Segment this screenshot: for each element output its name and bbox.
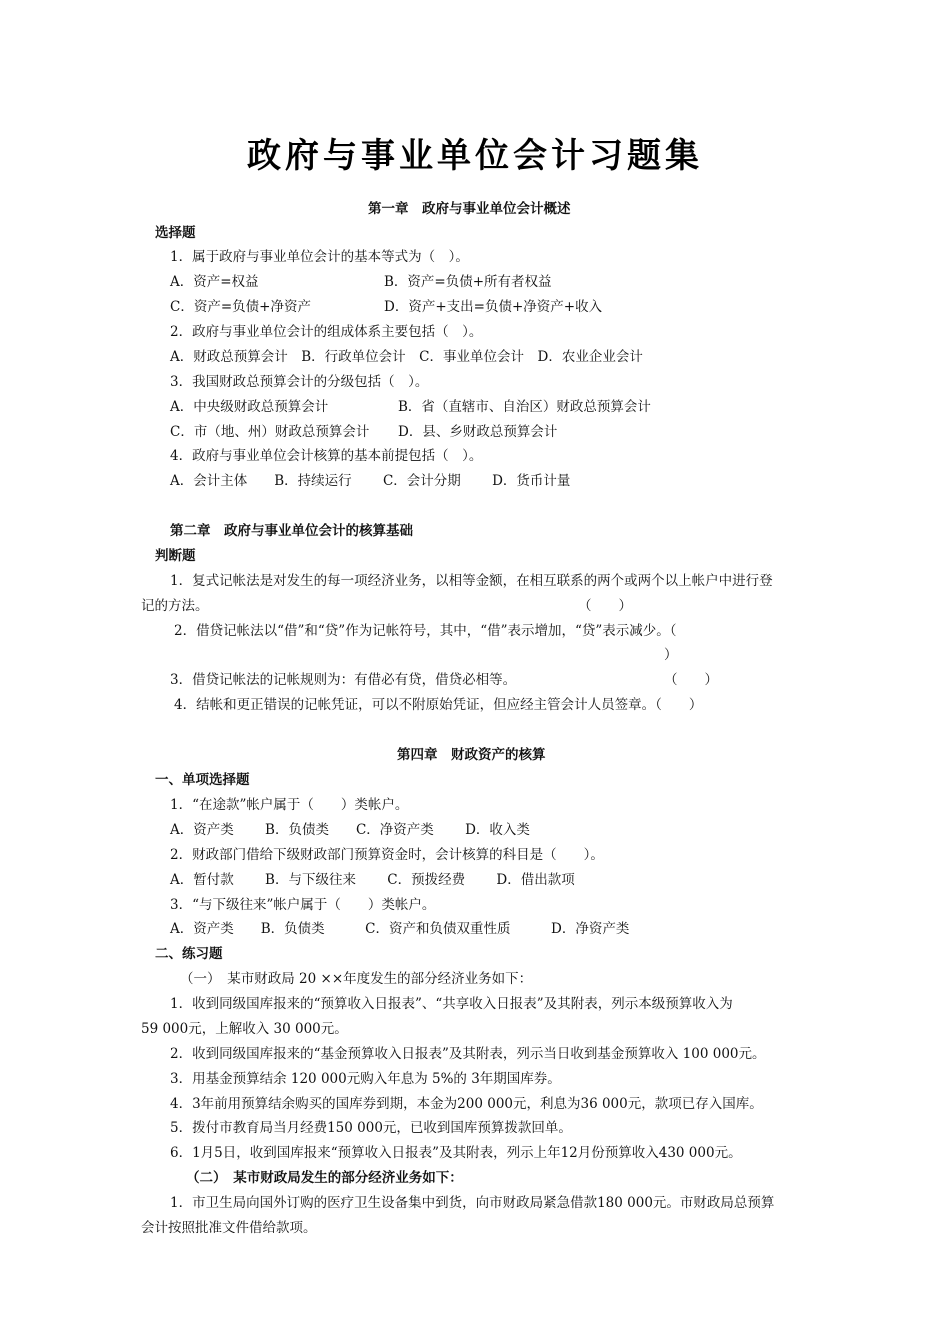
ch4-single-1: 1．“在途款”帐户属于（ ）类帐户。 [170, 797, 409, 813]
ch1-q3-option-d: D．县、乡财政总预算会计 [398, 424, 558, 440]
ch2-judgment-4: 4．结帐和更正错误的记帐凭证，可以不附原始凭证，但应经主管会计人员签章。（ ） [174, 697, 703, 713]
ch2-judgment-1-line-2: 记的方法。 [141, 598, 209, 614]
document-title: 政府与事业单位会计习题集 [247, 136, 703, 176]
ch4-practice-1-item-5: 5．拨付市教育局当月经费150 000元，已收到国库预算拨款回单。 [170, 1120, 572, 1136]
ch4-practice-1-intro: （一） 某市财政局 20 ××年度发生的部分经济业务如下： [180, 971, 533, 987]
chapter-4-section-1: 一、单项选择题 [155, 772, 250, 788]
ch2-judgment-3-answer-blank: （ ） [664, 672, 718, 688]
ch4-practice-1-item-1-line-1: 1．收到同级国库报来的“预算收入日报表”、“共享收入日报表”及其附表，列示本级预算收入为 [170, 996, 733, 1012]
chapter-2-section: 判断题 [155, 548, 196, 564]
ch1-question-4: 4．政府与事业单位会计核算的基本前提包括（ ）。 [170, 448, 483, 464]
ch1-q3-option-c: C．市（地、州）财政总预算会计 [170, 424, 370, 440]
ch1-q1-option-b: B．资产=负债+所有者权益 [384, 274, 552, 290]
ch4-practice-2-intro: （二） 某市财政局发生的部分经济业务如下： [186, 1170, 463, 1186]
ch4-practice-1-item-2: 2．收到同级国库报来的“基金预算收入日报表”及其附表，列示当日收到基金预算收入 100 000元。 [170, 1046, 766, 1062]
ch1-q3-option-b: B．省（直辖市、自治区）财政总预算会计 [398, 399, 651, 415]
ch4-single-1-options: A．资产类 B．负债类 C．净资产类 D．收入类 [170, 822, 530, 838]
ch1-question-1: 1．属于政府与事业单位会计的基本等式为（ ）。 [170, 249, 469, 265]
ch4-practice-1-item-6: 6．1月5日，收到国库报来“预算收入日报表”及其附表，列示上年12月份预算收入430 000元。 [170, 1145, 742, 1161]
ch4-practice-1-item-4: 4．3年前用预算结余购买的国库券到期，本金为200 000元，利息为36 000元，款项已存入国库。 [170, 1096, 763, 1112]
chapter-1-heading: 第一章 政府与事业单位会计概述 [368, 201, 571, 217]
ch1-q1-option-a: A．资产=权益 [170, 274, 259, 290]
ch1-q1-option-d: D．资产+支出=负债+净资产+收入 [384, 299, 603, 315]
ch2-judgment-1-line-1: 1．复式记帐法是对发生的每一项经济业务，以相等金额，在相互联系的两个或两个以上帐户中进行登 [170, 573, 773, 589]
ch1-q3-option-a: A．中央级财政总预算会计 [170, 399, 329, 415]
chapter-4-heading: 第四章 财政资产的核算 [397, 747, 546, 763]
ch4-single-2-options: A．暂付款 B．与下级往来 C．预拨经费 D．借出款项 [170, 872, 575, 888]
ch4-practice-2-item-1-line-1: 1．市卫生局向国外订购的医疗卫生设备集中到货，向市财政局紧急借款180 000元。市财政局总预算 [170, 1195, 775, 1211]
ch4-single-3: 3．“与下级往来”帐户属于（ ）类帐户。 [170, 897, 436, 913]
ch1-question-2: 2．政府与事业单位会计的组成体系主要包括（ ）。 [170, 324, 483, 340]
ch4-practice-2-item-1-line-2: 会计按照批准文件借给款项。 [141, 1220, 317, 1236]
ch1-q2-options: A．财政总预算会计 B．行政单位会计 C．事业单位会计 D．农业企业会计 [170, 349, 643, 365]
chapter-1-section: 选择题 [155, 225, 196, 241]
ch4-single-2: 2．财政部门借给下级财政部门预算资金时，会计核算的科目是（ ）。 [170, 847, 604, 863]
ch4-single-3-options: A．资产类 B．负债类 C．资产和负债双重性质 D．净资产类 [170, 921, 630, 937]
ch1-q4-options: A．会计主体 B．持续运行 C．会计分期 D．货币计量 [170, 473, 571, 489]
ch4-practice-1-item-1-line-2: 59 000元，上解收入 30 000元。 [141, 1021, 348, 1037]
ch1-question-3: 3．我国财政总预算会计的分级包括（ ）。 [170, 374, 429, 390]
ch2-judgment-2-line-1: 2．借贷记帐法以“借”和“贷”作为记帐符号，其中，“借”表示增加，“贷”表示减少。（ [174, 623, 677, 639]
ch2-judgment-2-line-2: ） [664, 647, 678, 663]
ch2-judgment-3: 3．借贷记帐法的记帐规则为：有借必有贷，借贷必相等。 [170, 672, 517, 688]
chapter-2-heading: 第二章 政府与事业单位会计的核算基础 [170, 523, 413, 539]
chapter-4-section-2: 二、练习题 [155, 946, 223, 962]
ch4-practice-1-item-3: 3．用基金预算结余 120 000元购入年息为 5%的 3年期国库券。 [170, 1071, 561, 1087]
ch2-judgment-1-answer-blank: （ ） [578, 598, 632, 614]
ch1-q1-option-c: C．资产=负债+净资产 [170, 299, 311, 315]
